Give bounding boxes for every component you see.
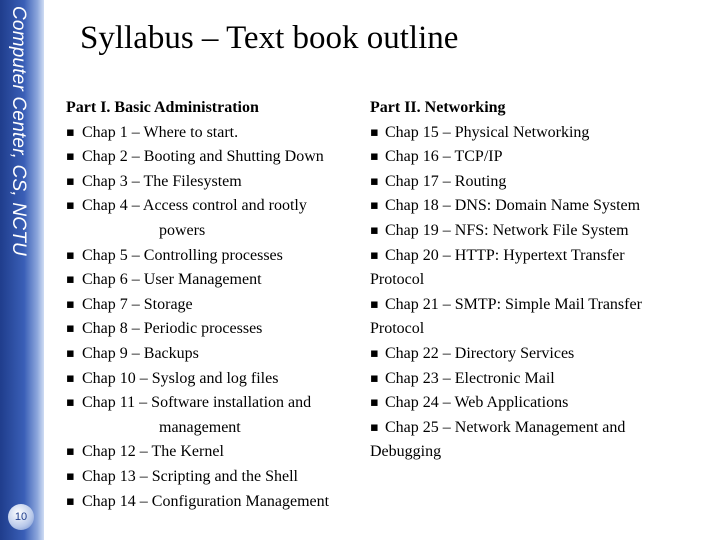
list-item-text: Chap 21 – SMTP: Simple Mail Transfer — [385, 295, 642, 313]
bullet-icon: ▪ — [370, 222, 379, 238]
list-item-continuation: Debugging — [370, 443, 442, 461]
list-item — [370, 416, 700, 441]
list-item-text: Chap 12 – The Kernel — [82, 443, 224, 461]
bullet-icon: ▪ — [66, 444, 75, 460]
bullet-icon: ▪ — [370, 296, 379, 312]
bullet-icon: ▪ — [66, 247, 75, 263]
bullet-icon: ▪ — [66, 149, 75, 165]
list-item — [66, 440, 366, 465]
bullet-icon: ▪ — [66, 321, 75, 337]
bullet-icon: ▪ — [370, 345, 379, 361]
sidebar-label: Computer Center, CS, NCTU — [8, 6, 29, 256]
list-item-text: Chap 6 – User Management — [82, 271, 262, 289]
bullet-icon: ▪ — [66, 173, 75, 189]
list-item-text: Chap 15 – Physical Networking — [385, 123, 590, 141]
list-item-text: Chap 3 – The Filesystem — [82, 172, 242, 190]
list-item — [66, 465, 366, 490]
list-item — [66, 317, 366, 342]
list-item-text: Chap 7 – Storage — [82, 295, 193, 313]
list-item — [66, 342, 366, 367]
list-item-continuation: powers — [159, 221, 206, 239]
bullet-icon: ▪ — [66, 345, 75, 361]
list-item-text: Chap 8 – Periodic processes — [82, 320, 263, 338]
part-two-list — [370, 121, 700, 465]
list-item-text: Chap 24 – Web Applications — [385, 394, 569, 412]
bullet-icon: ▪ — [66, 296, 75, 312]
bullet-icon: ▪ — [66, 493, 75, 509]
list-item-text: Chap 14 – Configuration Management — [82, 492, 330, 510]
list-item — [66, 194, 366, 219]
bullet-icon: ▪ — [66, 272, 75, 288]
list-item-text: Chap 10 – Syslog and log files — [82, 369, 279, 387]
bullet-icon: ▪ — [370, 419, 379, 435]
part-two-column — [370, 96, 700, 465]
list-item-text: Chap 20 – HTTP: Hypertext Transfer — [385, 246, 625, 264]
list-item — [370, 170, 700, 195]
bullet-icon: ▪ — [370, 247, 379, 263]
list-item-text: Chap 18 – DNS: Domain Name System — [385, 197, 641, 215]
bullet-icon: ▪ — [66, 395, 75, 411]
list-item-text: Chap 4 – Access control and rootly — [82, 197, 307, 215]
part-two-heading: Part II. Networking — [370, 99, 506, 116]
list-item-text: Chap 23 – Electronic Mail — [385, 369, 555, 387]
part-one-heading: Part I. Basic Administration — [66, 99, 259, 116]
list-item-text: Chap 9 – Backups — [82, 344, 199, 362]
list-item-text: Chap 19 – NFS: Network File System — [385, 221, 629, 239]
list-item — [370, 145, 700, 170]
list-item-text: Chap 11 – Software installation and — [82, 394, 312, 412]
list-item-text: Chap 22 – Directory Services — [385, 344, 575, 362]
list-item — [370, 293, 700, 318]
list-item — [370, 244, 700, 269]
list-item-text: Chap 13 – Scripting and the Shell — [82, 467, 298, 485]
list-item-text: Chap 2 – Booting and Shutting Down — [82, 148, 324, 166]
sidebar — [0, 0, 44, 540]
page-number-badge: 10 — [8, 504, 34, 530]
list-item — [66, 367, 366, 392]
list-item-text: Chap 1 – Where to start. — [82, 123, 239, 141]
bullet-icon: ▪ — [66, 124, 75, 140]
bullet-icon: ▪ — [66, 370, 75, 386]
list-item-continuation: Protocol — [370, 271, 425, 289]
list-item — [370, 342, 700, 367]
list-item-text: Chap 25 – Network Management and — [385, 418, 626, 436]
list-item — [66, 244, 366, 269]
bullet-icon: ▪ — [370, 173, 379, 189]
list-item — [66, 490, 366, 515]
list-item — [66, 170, 366, 195]
list-item-text: Chap 17 – Routing — [385, 172, 507, 190]
bullet-icon: ▪ — [370, 395, 379, 411]
list-item — [66, 145, 366, 170]
bullet-icon: ▪ — [370, 149, 379, 165]
list-item-continuation: Protocol — [370, 320, 425, 338]
list-item — [370, 391, 700, 416]
bullet-icon: ▪ — [370, 198, 379, 214]
bullet-icon: ▪ — [370, 370, 379, 386]
list-item-continuation: management — [159, 418, 241, 436]
bullet-icon: ▪ — [370, 124, 379, 140]
list-item — [66, 391, 366, 416]
page-title: Syllabus – Text book outline — [80, 20, 459, 56]
list-item — [370, 219, 700, 244]
bullet-icon: ▪ — [66, 468, 75, 484]
list-item — [66, 121, 366, 146]
list-item — [66, 293, 366, 318]
list-item — [66, 268, 366, 293]
bullet-icon: ▪ — [66, 198, 75, 214]
list-item-text: Chap 16 – TCP/IP — [385, 148, 503, 166]
list-item-text: Chap 5 – Controlling processes — [82, 246, 283, 264]
part-one-list — [66, 121, 366, 515]
part-one-column — [66, 96, 366, 514]
list-item — [370, 194, 700, 219]
list-item — [370, 367, 700, 392]
list-item — [370, 121, 700, 146]
